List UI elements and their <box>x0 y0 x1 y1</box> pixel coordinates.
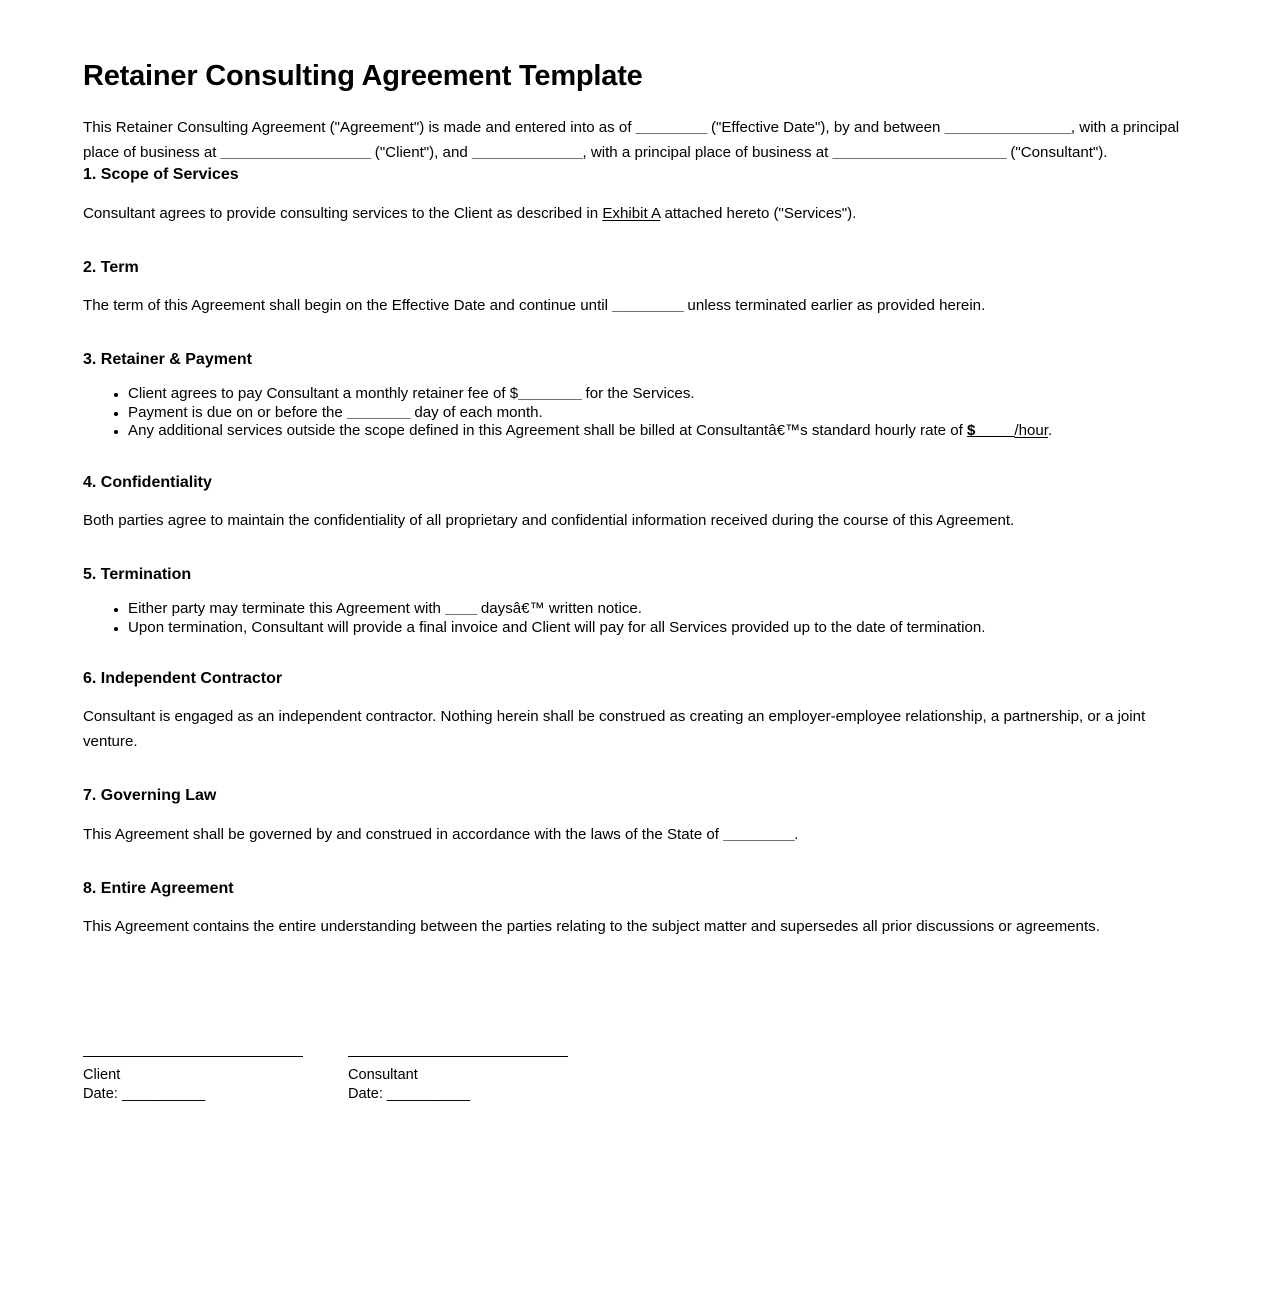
signature-role-consultant: Consultant <box>348 1067 418 1083</box>
signature-column-client <box>83 1056 348 1104</box>
list-item: Upon termination, Consultant will provide a final invoice and Client will pay for all Services provided up to the date of termination. <box>114 619 1196 638</box>
section-heading: 8. Entire Agreement <box>83 879 234 897</box>
consultant-address-blank: ______________________ <box>832 144 1007 162</box>
section-paragraph <box>83 293 1196 318</box>
page-title: Retainer Consulting Agreement Template <box>83 60 643 92</box>
signature-role-client: Client <box>83 1067 121 1083</box>
bullet-part1: Client agrees to pay Consultant a monthly retainer fee of $ <box>128 384 519 402</box>
client-name-blank: ________________ <box>944 119 1071 137</box>
bullet-part2: for the Services. <box>581 384 695 402</box>
section-heading: 1. Scope of Services <box>83 166 239 184</box>
retainer-bullet-list <box>83 385 1196 441</box>
paragraph-part1: This Agreement shall be governed by and construed in accordance with the laws of the State of <box>83 825 724 843</box>
section-heading: 3. Retainer & Payment <box>83 350 252 368</box>
section-term <box>83 258 1196 318</box>
termination-bullet-list <box>83 600 1196 637</box>
section-independent-contractor <box>83 669 1196 754</box>
hourly-rate-blank: $_____ <box>967 422 1015 440</box>
intro-text-part3: , with a principal place of business at <box>83 119 1180 162</box>
intro-text-part4: ("Client"), and <box>370 144 472 162</box>
date-blank: ___________ <box>121 1086 205 1102</box>
section-paragraph: This Agreement contains the entire understanding between the parties relating to the subject matter and supersedes all prior discussions or agreements. <box>83 917 1100 935</box>
date-label: Date: <box>348 1086 387 1102</box>
section-confidentiality <box>83 473 1196 533</box>
retainer-fee-blank: ________ <box>518 384 582 402</box>
list-item <box>114 404 1196 423</box>
section-paragraph: Consultant is engaged as an independent contractor. Nothing herein shall be construed as creating an employer-employee relationship, a partnership, or a joint venture. <box>83 708 1146 751</box>
paragraph-part2: attached hereto ("Services"). <box>660 204 857 222</box>
bullet-part2: daysâ€™ written notice. <box>476 600 642 618</box>
bullet-part1: Either party may terminate this Agreement with <box>128 600 446 618</box>
hourly-rate-unit: /hour <box>1014 422 1048 440</box>
bullet-part1: Payment is due on or before the <box>128 403 347 421</box>
list-item <box>114 600 1196 619</box>
intro-paragraph <box>83 115 1196 165</box>
payment-day-blank: ________ <box>347 403 411 421</box>
section-heading: 2. Term <box>83 258 139 276</box>
list-item <box>114 422 1196 441</box>
section-termination <box>83 565 1196 637</box>
signature-block <box>83 1056 683 1104</box>
effective-date-blank: _________ <box>635 119 707 137</box>
signature-date-client <box>83 1085 348 1104</box>
paragraph-part2: unless terminated earlier as provided herein. <box>683 296 986 314</box>
notice-days-blank: ____ <box>445 600 477 618</box>
intro-text-part6: ("Consultant"). <box>1006 144 1108 162</box>
section-heading: 6. Independent Contractor <box>83 670 283 688</box>
section-governing-law <box>83 786 1196 846</box>
signature-line-client[interactable] <box>83 1056 303 1057</box>
signature-row <box>83 1056 683 1104</box>
section-heading: 4. Confidentiality <box>83 473 212 491</box>
intro-text-part2: ("Effective Date"), by and between <box>706 119 945 137</box>
bullet-part1: Any additional services outside the scope defined in this Agreement shall be billed at Consultantâ€™s standard hourly rate of <box>128 422 968 440</box>
signature-date-consultant <box>348 1085 613 1104</box>
client-address-blank: ___________________ <box>220 144 371 162</box>
section-scope-of-services <box>83 165 1196 225</box>
bullet-part2: . <box>1048 422 1053 440</box>
bullet-part2: day of each month. <box>410 403 543 421</box>
section-paragraph <box>83 201 1196 226</box>
signature-line-consultant[interactable] <box>348 1056 568 1057</box>
list-item <box>114 385 1196 404</box>
paragraph-part1: Consultant agrees to provide consulting services to the Client as described in <box>83 204 603 222</box>
paragraph-part1: The term of this Agreement shall begin on the Effective Date and continue until <box>83 296 613 314</box>
consultant-name-blank: ______________ <box>471 144 583 162</box>
exhibit-a-reference: Exhibit A <box>602 204 661 222</box>
section-retainer-and-payment <box>83 350 1196 441</box>
section-heading: 5. Termination <box>83 565 192 583</box>
paragraph-part2: . <box>794 825 799 843</box>
intro-text-part1: This Retainer Consulting Agreement ("Agreement") is made and entered into as of <box>83 119 636 137</box>
state-blank: _________ <box>723 825 795 843</box>
signature-column-consultant <box>348 1056 613 1104</box>
intro-text-part5: , with a principal place of business at <box>582 144 833 162</box>
section-entire-agreement <box>83 879 1196 939</box>
term-end-blank: _________ <box>612 296 684 314</box>
date-blank: ___________ <box>386 1086 470 1102</box>
section-paragraph <box>83 822 1196 847</box>
date-label: Date: <box>83 1086 122 1102</box>
section-paragraph: Both parties agree to maintain the confidentiality of all proprietary and confidential information received during the course of this Agreement. <box>83 511 1015 529</box>
section-heading: 7. Governing Law <box>83 787 217 805</box>
